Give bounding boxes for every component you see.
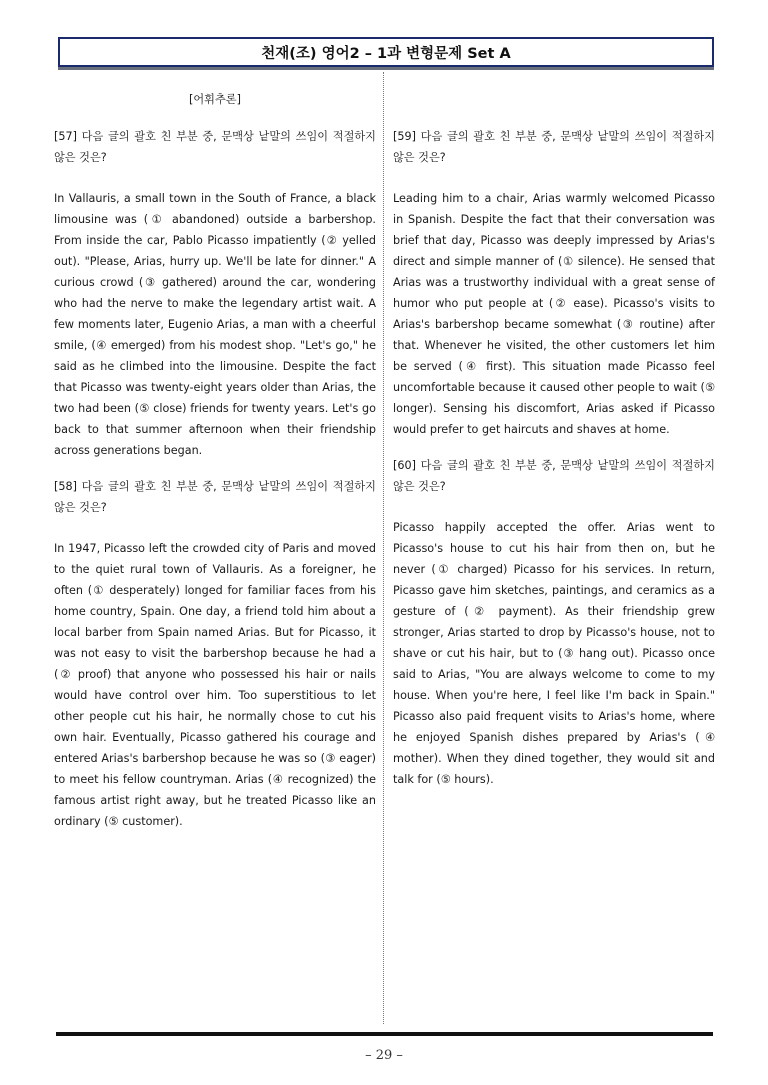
header-title: 천재(조) 영어2 – 1과 변형문제 Set A [261,45,511,62]
right-column [393,89,715,805]
question-57-title: [57] 다음 글의 괄호 친 부분 중, 문맥상 낱말의 쓰임이 적절하지 않은 것은? [54,130,376,164]
question-57-passage: In Vallauris, a small town in the South of France, a black limousine was (① abandoned) outside a barbershop. From inside the car, Pablo Picasso impatiently (② yelled out). "Please, Arias, hurry up. We'll be late for dinner." A curious crowd (③ gathered) around the car, wondering who had the nerve to make the legendary artist wait. A few moments later, Eugenio Arias, a man with a cheerful smile, (④ emerged) from his modest shop. "Let's go," he said as he climbed into the limousine. Despite the fact that Picasso was twenty-eight years older than Arias, the two had been (⑤ close) friends for twenty years. Let's go back to that summer afternoon when their friendship across generations began. [54,192,376,457]
footer-rule [56,1032,713,1036]
question-60-title: [60] 다음 글의 괄호 친 부분 중, 문맥상 낱말의 쓰임이 적절하지 않은 것은? [393,459,715,493]
question-60-passage: Picasso happily accepted the offer. Arias went to Picasso's house to cut his hair from then on, but he never (① charged) Picasso for his services. In return, Picasso gave him sketches, paintings, and ceramics as a gesture of (② payment). As their friendship grew stronger, Arias started to drop by Picasso's house, not to shave or cut his hair, but to (③ hang out). Picasso once said to Arias, "You are always welcome to come to my house. When you're here, I feel like I'm back in Spain." Picasso also paid frequent visits to Arias's home, where he enjoyed Spanish dishes prepared by Arias's (④ mother). When they dined together, they would sit and talk for (⑤ hours). [393,521,715,786]
page-number: – 29 – [365,1048,403,1063]
question-59-title: [59] 다음 글의 괄호 친 부분 중, 문맥상 낱말의 쓰임이 적절하지 않은 것은? [393,130,715,164]
column-divider [383,72,384,1024]
question-58-title: [58] 다음 글의 괄호 친 부분 중, 문맥상 낱말의 쓰임이 적절하지 않은 것은? [54,480,376,514]
left-column [54,89,376,847]
page-header [58,37,714,67]
section-label: [어휘추론] [189,93,241,106]
question-58-passage: In 1947, Picasso left the crowded city of Paris and moved to the quiet rural town of Vallauris. As a foreigner, he often (① desperately) longed for familiar faces from his home country, Spain. One day, a friend told him about a local barber from Spain named Arias. But for Picasso, it was not easy to visit the barbershop because he had a (② proof) that anyone who possessed his hair or nails would have control over him. Too superstitious to let other people cut his hair, he normally chose to cut his own hair. Eventually, Picasso gathered his courage and entered Arias's barbershop because he was so (③ eager) to meet his fellow countryman. Arias (④ recognized) the famous artist right away, but he treated Picasso like an ordinary (⑤ customer). [54,542,376,828]
question-59-passage: Leading him to a chair, Arias warmly welcomed Picasso in Spanish. Despite the fact that their conversation was brief that day, Picasso was deeply impressed by Arias's direct and simple manner of (① silence). He sensed that Arias was a trustworthy individual with a great sense of humor who put people at (② ease). Picasso's visits to Arias's barbershop became somewhat (③ routine) after that. Whenever he visited, the other customers let him be served (④ first). This situation made Picasso feel uncomfortable because it caused other people to wait (⑤ longer). Sensing his discomfort, Arias asked if Picasso would prefer to get haircuts and shaves at home. [393,192,715,436]
